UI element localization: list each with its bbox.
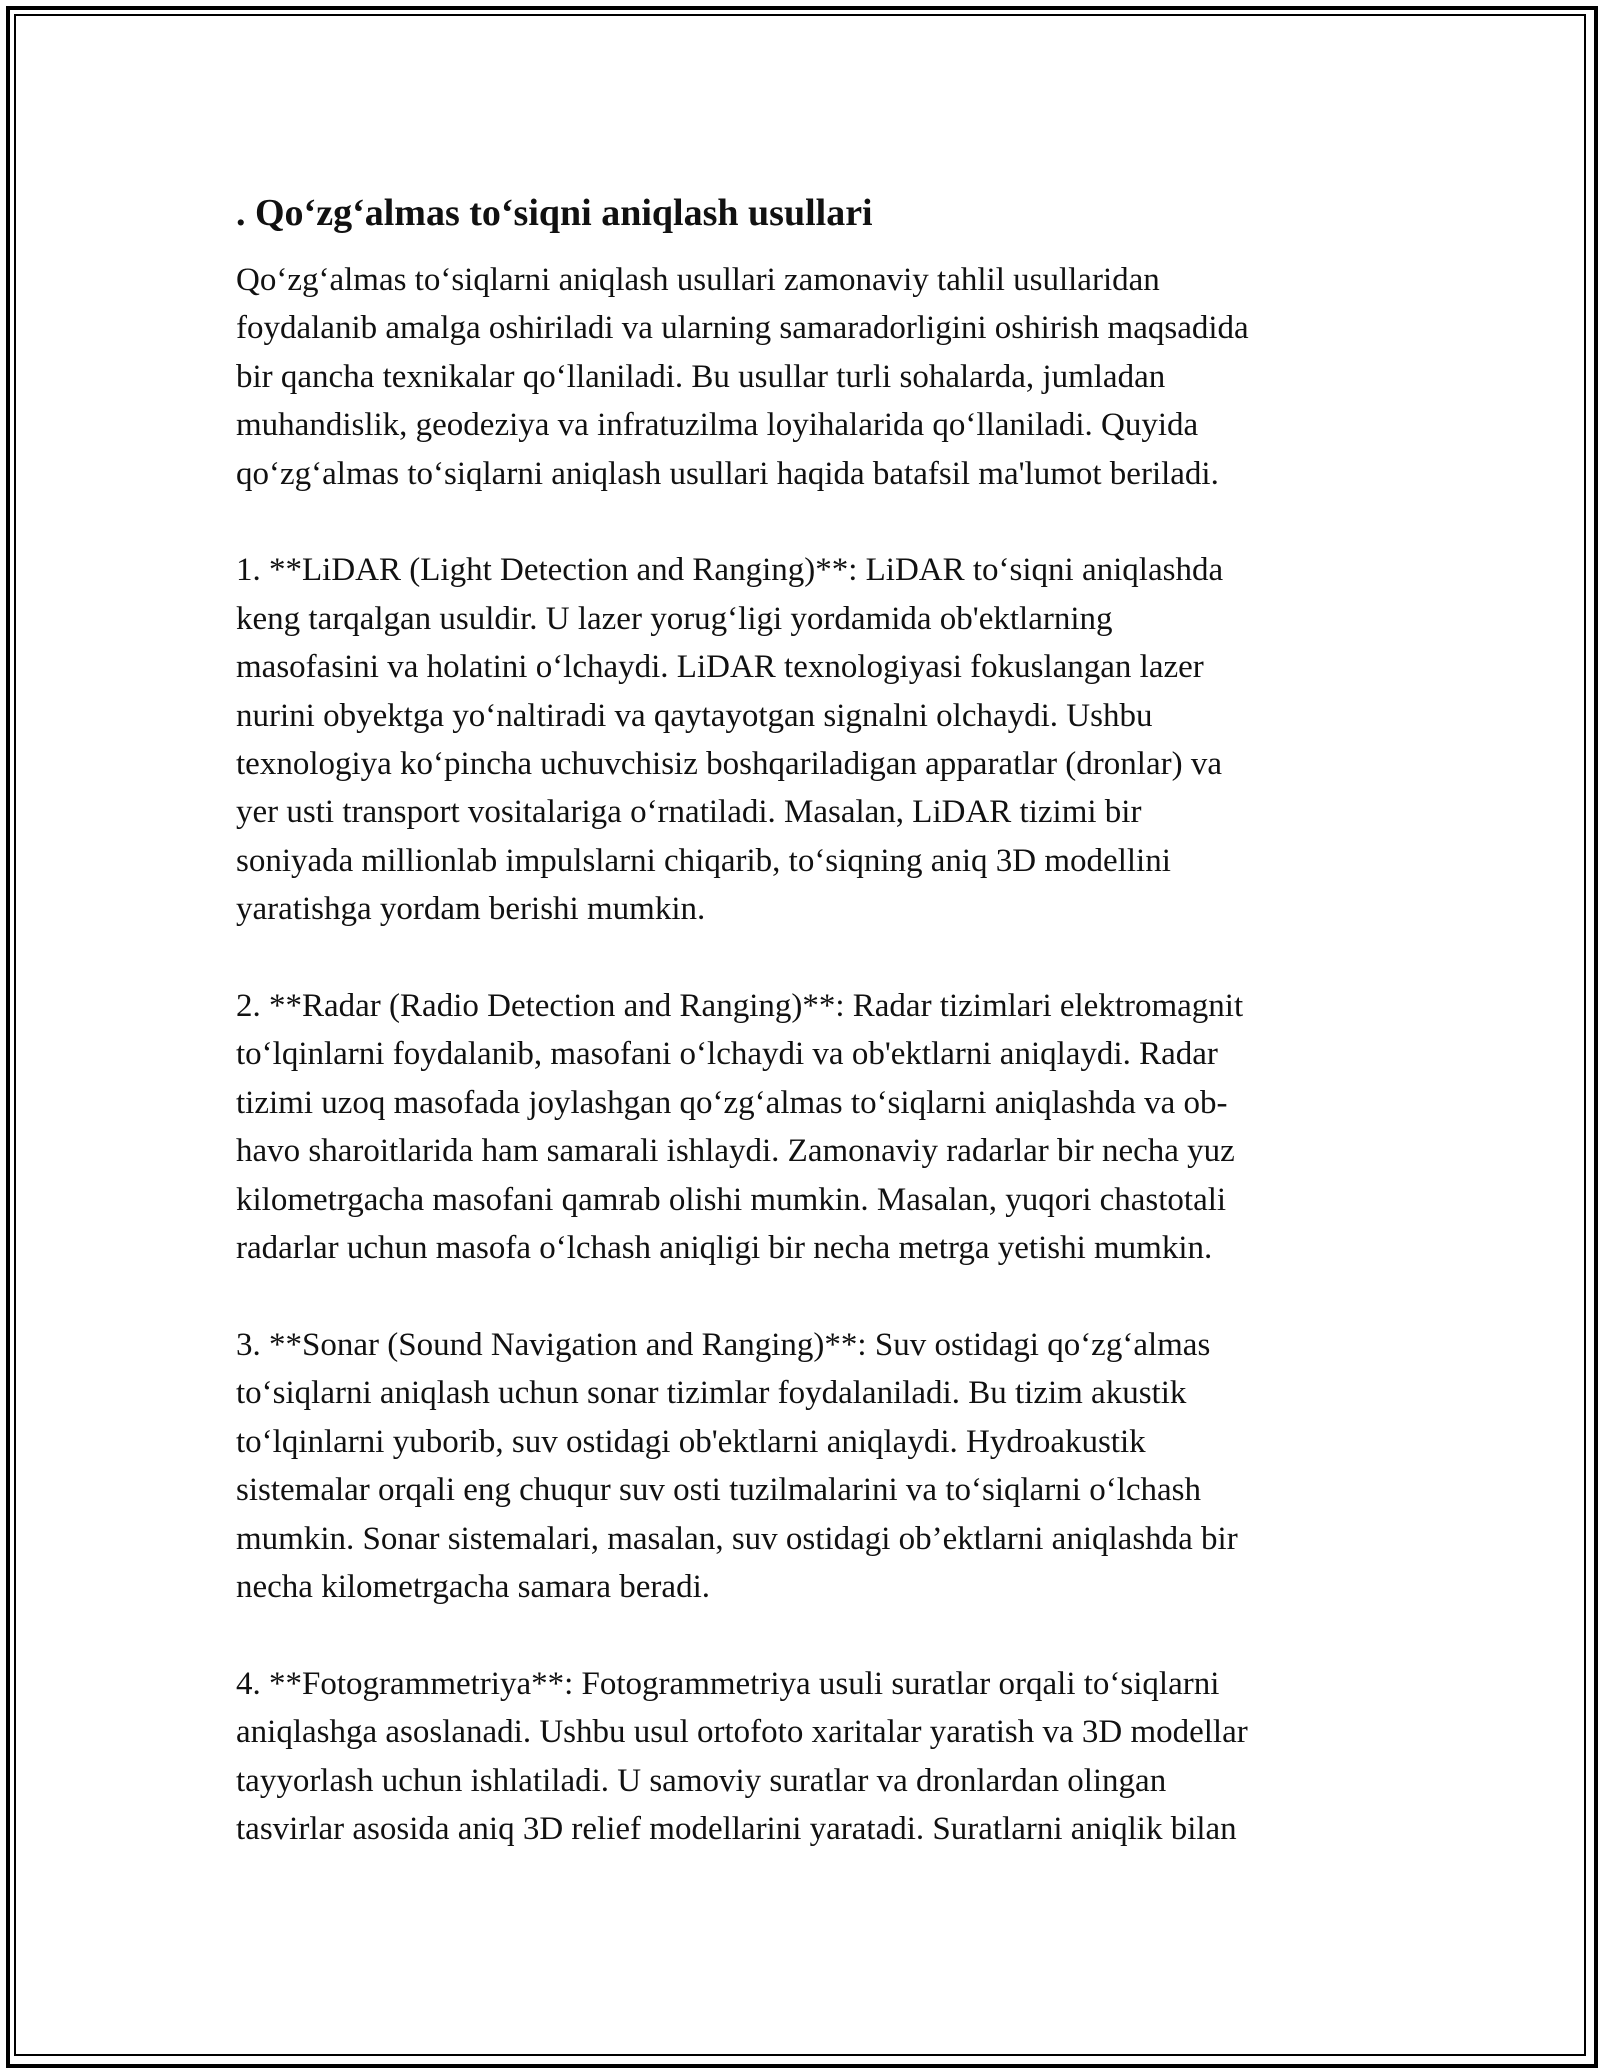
paragraph-lidar [236, 546, 1376, 933]
text-line: radarlar uchun masofa oʻlchash aniqligi bir necha metrga yetishi mumkin. [236, 1230, 1213, 1267]
text-line: aniqlashga asoslanadi. Ushbu usul ortofoto xaritalar yaratish va 3D modellar [236, 1714, 1248, 1751]
text-line: sistemalar orqali eng chuqur suv osti tuzilmalarini va toʻsiqlarni oʻlchash [236, 1472, 1202, 1509]
text-line: havo sharoitlarida ham samarali ishlaydi. Zamonaviy radarlar bir necha yuz [236, 1133, 1235, 1170]
text-line: nurini obyektga yoʻnaltiradi va qaytayotgan signalni olchaydi. Ushbu [236, 697, 1153, 734]
text-line: 3. **Sonar (Sound Navigation and Ranging)**: Suv ostidagi qoʻzgʻalmas [236, 1326, 1211, 1363]
text-line: mumkin. Sonar sistemalari, masalan, suv ostidagi ob’ektlarni aniqlashda bir [236, 1520, 1238, 1557]
paragraph-fotogrammetriya [236, 1660, 1376, 1854]
text-line: masofasini va holatini oʻlchaydi. LiDAR texnologiyasi fokuslangan lazer [236, 649, 1204, 686]
text-line: yaratishga yordam berishi mumkin. [236, 891, 706, 928]
text-line: necha kilometrgacha samara beradi. [236, 1568, 710, 1605]
text-line: tizimi uzoq masofada joylashgan qoʻzgʻalmas toʻsiqlarni aniqlashda va ob- [236, 1084, 1228, 1121]
section-heading: . Qoʻzgʻalmas toʻsiqni aniqlash usullari [236, 192, 873, 234]
text-line: muhandislik, geodeziya va infratuzilma loyihalarida qoʻllaniladi. Quyida [236, 407, 1199, 444]
text-line: kilometrgacha masofani qamrab olishi mumkin. Masalan, yuqori chastotali [236, 1181, 1227, 1218]
text-line: bir qancha texnikalar qoʻllaniladi. Bu usullar turli sohalarda, jumladan [236, 358, 1166, 395]
document-body [236, 186, 1376, 1902]
text-line: 4. **Fotogrammetriya**: Fotogrammetriya usuli suratlar orqali toʻsiqlarni [236, 1665, 1220, 1702]
text-line: yer usti transport vositalariga oʻrnatiladi. Masalan, LiDAR tizimi bir [236, 794, 1142, 831]
paragraph-radar [236, 982, 1376, 1272]
text-line: 2. **Radar (Radio Detection and Ranging)**: Radar tizimlari elektromagnit [236, 988, 1244, 1025]
text-line: toʻlqinlarni foydalanib, masofani oʻlchaydi va ob'ektlarni aniqlaydi. Radar [236, 1036, 1218, 1073]
paragraph-intro [236, 256, 1376, 498]
text-line: tasvirlar asosida aniq 3D relief modellarini yaratadi. Suratlarni aniqlik bilan [236, 1810, 1237, 1847]
text-line: texnologiya koʻpincha uchuvchisiz boshqariladigan apparatlar (dronlar) va [236, 746, 1222, 783]
text-line: qoʻzgʻalmas toʻsiqlarni aniqlash usullari haqida batafsil ma'lumot beriladi. [236, 455, 1219, 492]
text-line: toʻlqinlarni yuborib, suv ostidagi ob'ektlarni aniqlaydi. Hydroakustik [236, 1423, 1146, 1460]
text-line: Qoʻzgʻalmas toʻsiqlarni aniqlash usullari zamonaviy tahlil usullaridan [236, 262, 1160, 298]
text-line: 1. **LiDAR (Light Detection and Ranging)**: LiDAR toʻsiqni aniqlashda [236, 552, 1224, 589]
text-line: keng tarqalgan usuldir. U lazer yorugʻligi yordamida ob'ektlarning [236, 600, 1113, 637]
text-line: tayyorlash uchun ishlatiladi. U samoviy suratlar va dronlardan olingan [236, 1762, 1167, 1799]
paragraph-sonar [236, 1321, 1376, 1611]
text-line: soniyada millionlab impulslarni chiqarib, toʻsiqning aniq 3D modellini [236, 842, 1171, 879]
text-line: foydalanib amalga oshiriladi va ularning samaradorligini oshirish maqsadida [236, 310, 1249, 347]
text-line: toʻsiqlarni aniqlash uchun sonar tizimlar foydalaniladi. Bu tizim akustik [236, 1375, 1187, 1412]
